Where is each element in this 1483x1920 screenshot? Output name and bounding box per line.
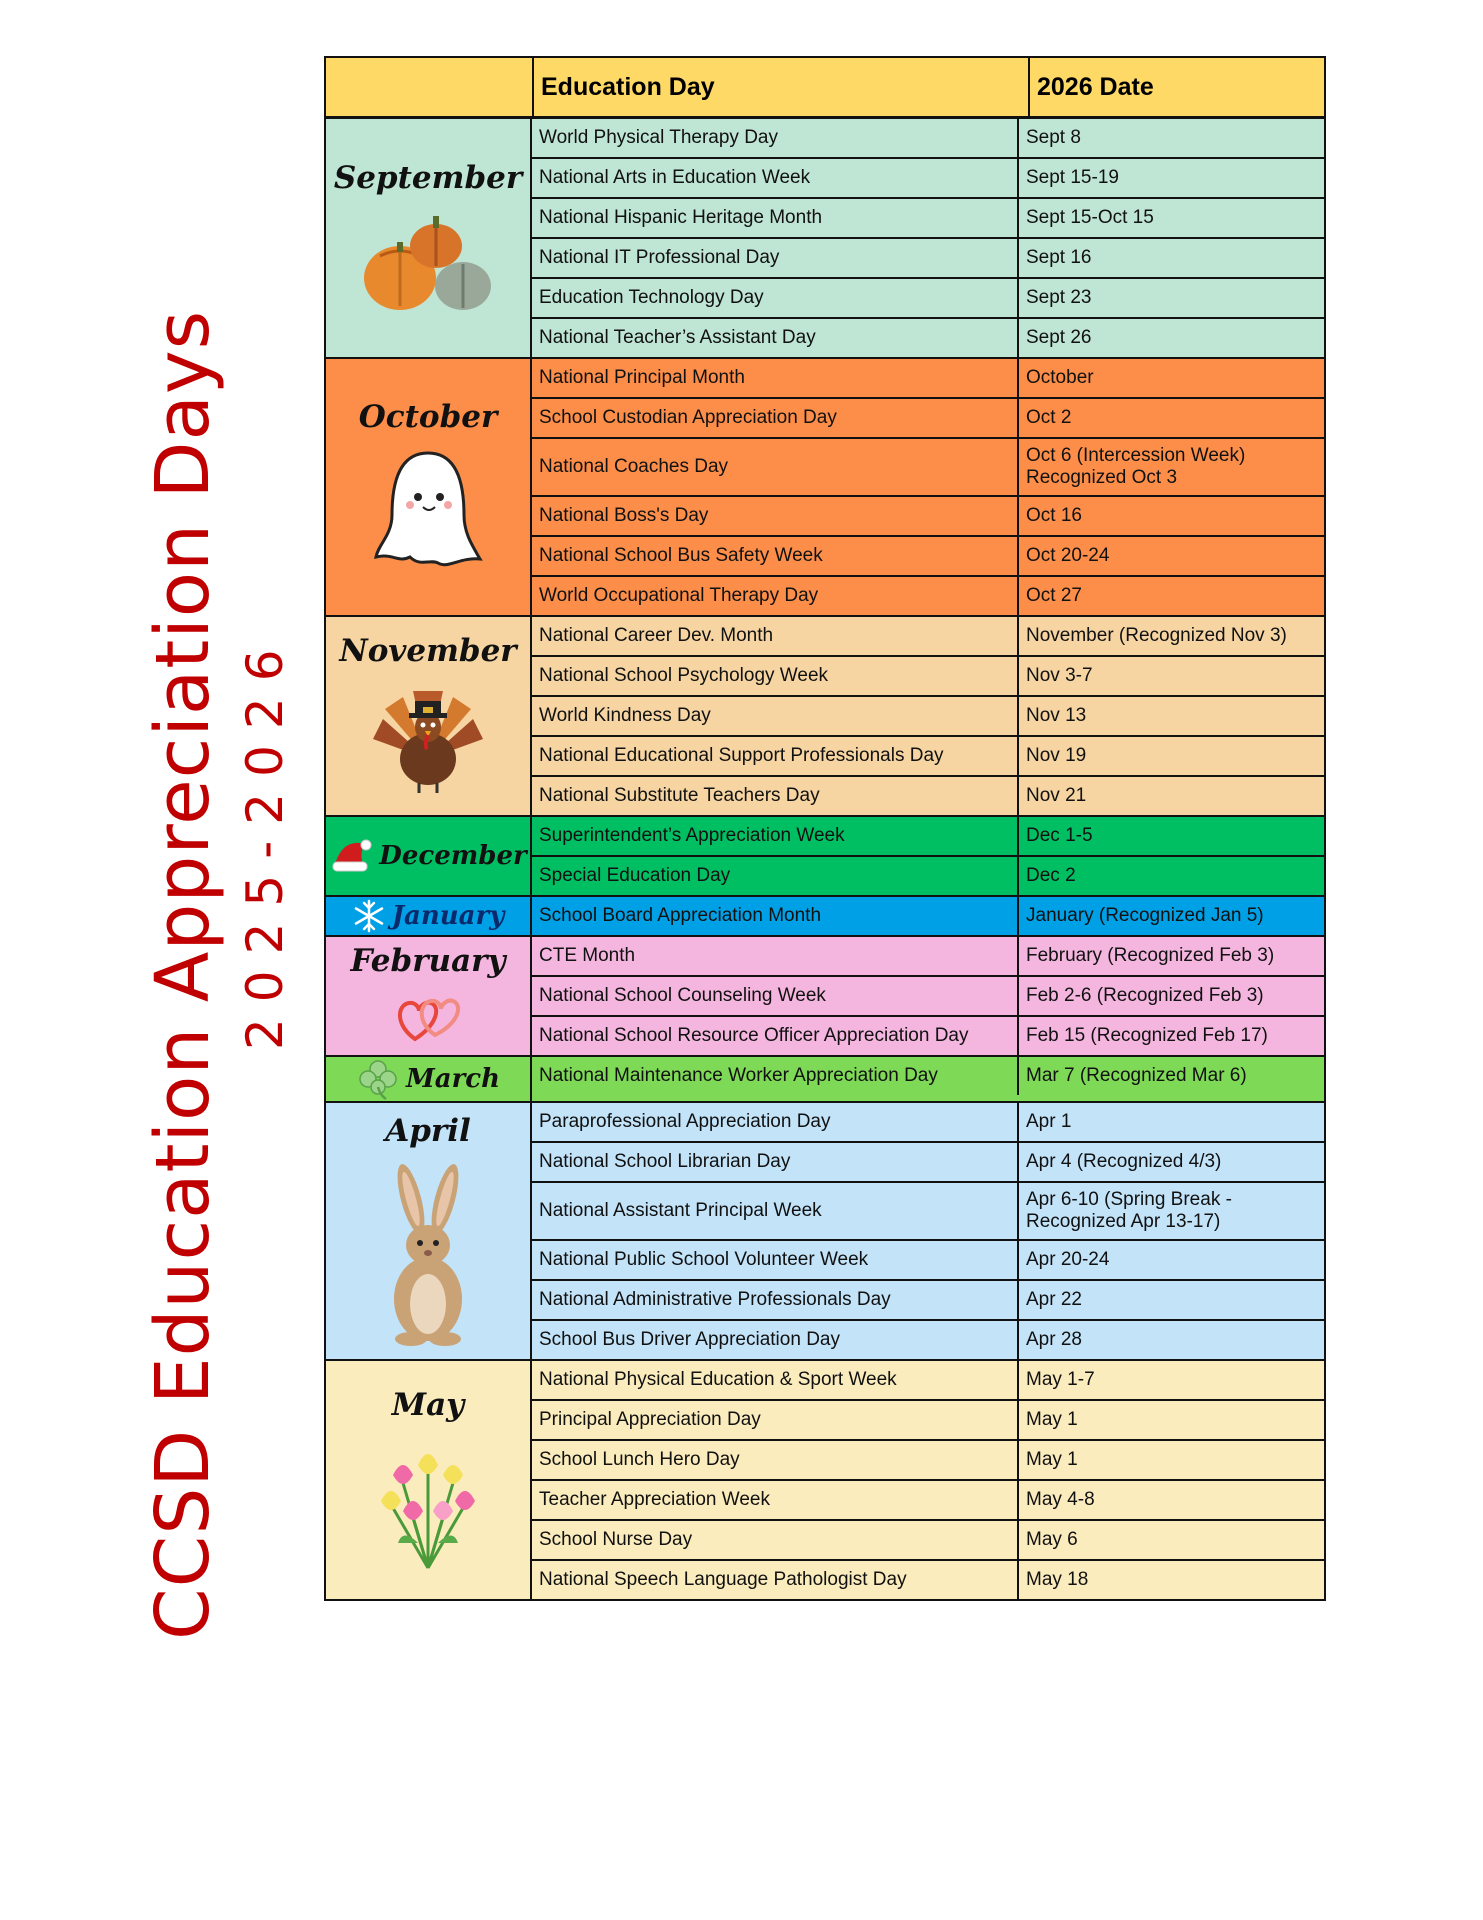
education-day-cell: National Public School Volunteer Week: [532, 1241, 1019, 1279]
education-day-cell: National School Librarian Day: [532, 1143, 1019, 1181]
pumpkins-icon: [358, 206, 498, 316]
date-cell: Oct 27: [1026, 585, 1082, 606]
santa-hat-icon: [329, 834, 373, 878]
date-cell: Nov 21: [1026, 785, 1087, 806]
page-year: 2025-2026: [236, 633, 294, 1050]
table-body: [326, 119, 1324, 1599]
month-cell: [326, 937, 532, 1055]
date-cell: Dec 2: [1026, 865, 1076, 886]
table-row: [532, 897, 1324, 935]
date-cell: Sept 15-19: [1026, 167, 1119, 188]
education-day-cell: School Board Appreciation Month: [532, 897, 1019, 935]
month-name: October: [358, 399, 498, 435]
table-row: [532, 1017, 1324, 1055]
table-row: [532, 857, 1324, 895]
month-group-september: [326, 119, 1324, 359]
education-day-cell: National Educational Support Professionals Day: [532, 737, 1019, 775]
date-cell: Oct 20-24: [1026, 545, 1110, 566]
date-cell: Nov 13: [1026, 705, 1087, 726]
bunny-icon: [373, 1159, 483, 1349]
header-education-day: Education Day: [534, 58, 1030, 116]
education-day-cell: National Hispanic Heritage Month: [532, 199, 1019, 237]
clover-icon: [356, 1057, 400, 1101]
date-cell: Nov 19: [1026, 745, 1087, 766]
table-row: [532, 1521, 1324, 1561]
education-day-cell: World Kindness Day: [532, 697, 1019, 735]
table-row: [532, 239, 1324, 279]
date-cell: Apr 6-10 (Spring Break - Recognized Apr 13-17): [1026, 1189, 1232, 1232]
education-day-cell: National Assistant Principal Week: [532, 1183, 1019, 1239]
turkey-icon: [363, 679, 493, 799]
education-day-cell: National School Psychology Week: [532, 657, 1019, 695]
education-day-cell: National Boss's Day: [532, 497, 1019, 535]
date-cell: January (Recognized Jan 5): [1026, 905, 1264, 926]
date-cell: Sept 26: [1026, 327, 1092, 348]
table-row: [532, 537, 1324, 577]
education-day-cell: World Occupational Therapy Day: [532, 577, 1019, 615]
date-cell: May 1-7: [1026, 1369, 1095, 1390]
table-row: [532, 1361, 1324, 1401]
month-name: May: [391, 1387, 465, 1423]
date-cell: May 1: [1026, 1449, 1078, 1470]
date-cell: Mar 7 (Recognized Mar 6): [1026, 1065, 1247, 1086]
table-row: [532, 439, 1324, 497]
ghost-icon: [368, 445, 488, 575]
date-cell: Apr 20-24: [1026, 1249, 1110, 1270]
table-row: [532, 359, 1324, 399]
education-day-cell: CTE Month: [532, 937, 1019, 975]
date-cell: Apr 22: [1026, 1289, 1082, 1310]
education-day-cell: National Physical Education & Sport Week: [532, 1361, 1019, 1399]
education-day-cell: Education Technology Day: [532, 279, 1019, 317]
header-date: 2026 Date: [1037, 72, 1154, 101]
education-day-cell: National Arts in Education Week: [532, 159, 1019, 197]
table-row: [532, 1183, 1324, 1241]
date-cell: Oct 2: [1026, 407, 1072, 428]
education-day-cell: World Physical Therapy Day: [532, 119, 1019, 157]
date-cell: Sept 15-Oct 15: [1026, 207, 1154, 228]
month-name: September: [333, 160, 523, 196]
table-row: [532, 937, 1324, 977]
table-row: [532, 1481, 1324, 1521]
table-row: [532, 1321, 1324, 1359]
date-cell: February (Recognized Feb 3): [1026, 945, 1275, 966]
hearts-icon: [393, 989, 463, 1049]
month-cell: [326, 1361, 532, 1599]
header-month-cell: [326, 58, 534, 116]
education-day-cell: National Teacher’s Assistant Day: [532, 319, 1019, 357]
table-row: [532, 1143, 1324, 1183]
table-row: [532, 319, 1324, 357]
education-day-cell: National School Resource Officer Appreciation Day: [532, 1017, 1019, 1055]
month-name: March: [405, 1064, 501, 1094]
appreciation-table: [324, 56, 1326, 1601]
date-cell: October: [1026, 367, 1094, 388]
education-day-cell: Superintendent’s Appreciation Week: [532, 817, 1019, 855]
month-cell: [326, 897, 532, 935]
month-cell: [326, 119, 532, 357]
date-cell: Nov 3-7: [1026, 665, 1093, 686]
date-cell: Oct 6 (Intercession Week) Recognized Oct 3: [1026, 445, 1246, 488]
month-cell: [326, 359, 532, 615]
table-row: [532, 159, 1324, 199]
month-cell: [326, 617, 532, 815]
month-name: February: [350, 943, 506, 979]
date-cell: Apr 4 (Recognized 4/3): [1026, 1151, 1222, 1172]
date-cell: Sept 23: [1026, 287, 1092, 308]
month-cell: [326, 817, 532, 895]
table-row: [532, 119, 1324, 159]
date-cell: Sept 16: [1026, 247, 1092, 268]
table-row: [532, 1441, 1324, 1481]
table-row: [532, 199, 1324, 239]
table-row: [532, 399, 1324, 439]
date-cell: Oct 16: [1026, 505, 1082, 526]
education-day-cell: National Maintenance Worker Appreciation Day: [532, 1057, 1019, 1095]
table-row: [532, 817, 1324, 857]
table-row: [532, 1057, 1324, 1095]
date-cell: Dec 1-5: [1026, 825, 1093, 846]
education-day-cell: National Substitute Teachers Day: [532, 777, 1019, 815]
table-row: [532, 697, 1324, 737]
table-header: [326, 58, 1324, 119]
page-title: CCSD Education Appreciation Days: [140, 309, 226, 1640]
education-day-cell: Teacher Appreciation Week: [532, 1481, 1019, 1519]
table-row: [532, 617, 1324, 657]
table-row: [532, 1561, 1324, 1599]
date-cell: Apr 28: [1026, 1329, 1082, 1350]
table-row: [532, 1281, 1324, 1321]
education-day-cell: National Principal Month: [532, 359, 1019, 397]
month-group-may: [326, 1361, 1324, 1599]
date-cell: Apr 1: [1026, 1111, 1072, 1132]
month-group-march: [326, 1057, 1324, 1103]
month-name: January: [391, 901, 505, 931]
table-row: [532, 279, 1324, 319]
table-row: [532, 577, 1324, 615]
date-cell: Feb 15 (Recognized Feb 17): [1026, 1025, 1268, 1046]
month-group-december: [326, 817, 1324, 897]
month-name: April: [385, 1113, 471, 1149]
education-day-cell: National School Counseling Week: [532, 977, 1019, 1015]
date-cell: May 18: [1026, 1569, 1089, 1590]
education-day-cell: Paraprofessional Appreciation Day: [532, 1103, 1019, 1141]
month-group-january: [326, 897, 1324, 937]
table-row: [532, 977, 1324, 1017]
table-row: [532, 497, 1324, 537]
table-row: [532, 657, 1324, 697]
education-day-cell: National Speech Language Pathologist Day: [532, 1561, 1019, 1599]
date-cell: Feb 2-6 (Recognized Feb 3): [1026, 985, 1264, 1006]
education-day-cell: School Bus Driver Appreciation Day: [532, 1321, 1019, 1359]
education-day-cell: School Nurse Day: [532, 1521, 1019, 1559]
month-name: December: [379, 841, 527, 871]
table-row: [532, 1103, 1324, 1143]
tulips-icon: [373, 1433, 483, 1573]
date-cell: Sept 8: [1026, 127, 1081, 148]
education-day-cell: School Custodian Appreciation Day: [532, 399, 1019, 437]
education-day-cell: National Career Dev. Month: [532, 617, 1019, 655]
date-cell: November (Recognized Nov 3): [1026, 625, 1287, 646]
education-day-cell: Principal Appreciation Day: [532, 1401, 1019, 1439]
education-day-cell: National IT Professional Day: [532, 239, 1019, 277]
education-day-cell: Special Education Day: [532, 857, 1019, 895]
table-row: [532, 737, 1324, 777]
table-row: [532, 1401, 1324, 1441]
date-cell: May 4-8: [1026, 1489, 1095, 1510]
education-day-cell: National Administrative Professionals Day: [532, 1281, 1019, 1319]
table-row: [532, 777, 1324, 815]
education-day-cell: National School Bus Safety Week: [532, 537, 1019, 575]
education-day-cell: School Lunch Hero Day: [532, 1441, 1019, 1479]
month-group-february: [326, 937, 1324, 1057]
date-cell: May 6: [1026, 1529, 1078, 1550]
month-group-april: [326, 1103, 1324, 1361]
month-group-october: [326, 359, 1324, 617]
date-cell: May 1: [1026, 1409, 1078, 1430]
month-cell: [326, 1057, 532, 1101]
month-group-november: [326, 617, 1324, 817]
month-cell: [326, 1103, 532, 1359]
table-row: [532, 1241, 1324, 1281]
education-day-cell: National Coaches Day: [532, 439, 1019, 495]
snowflake-icon: [352, 899, 386, 933]
month-name: November: [339, 633, 517, 669]
